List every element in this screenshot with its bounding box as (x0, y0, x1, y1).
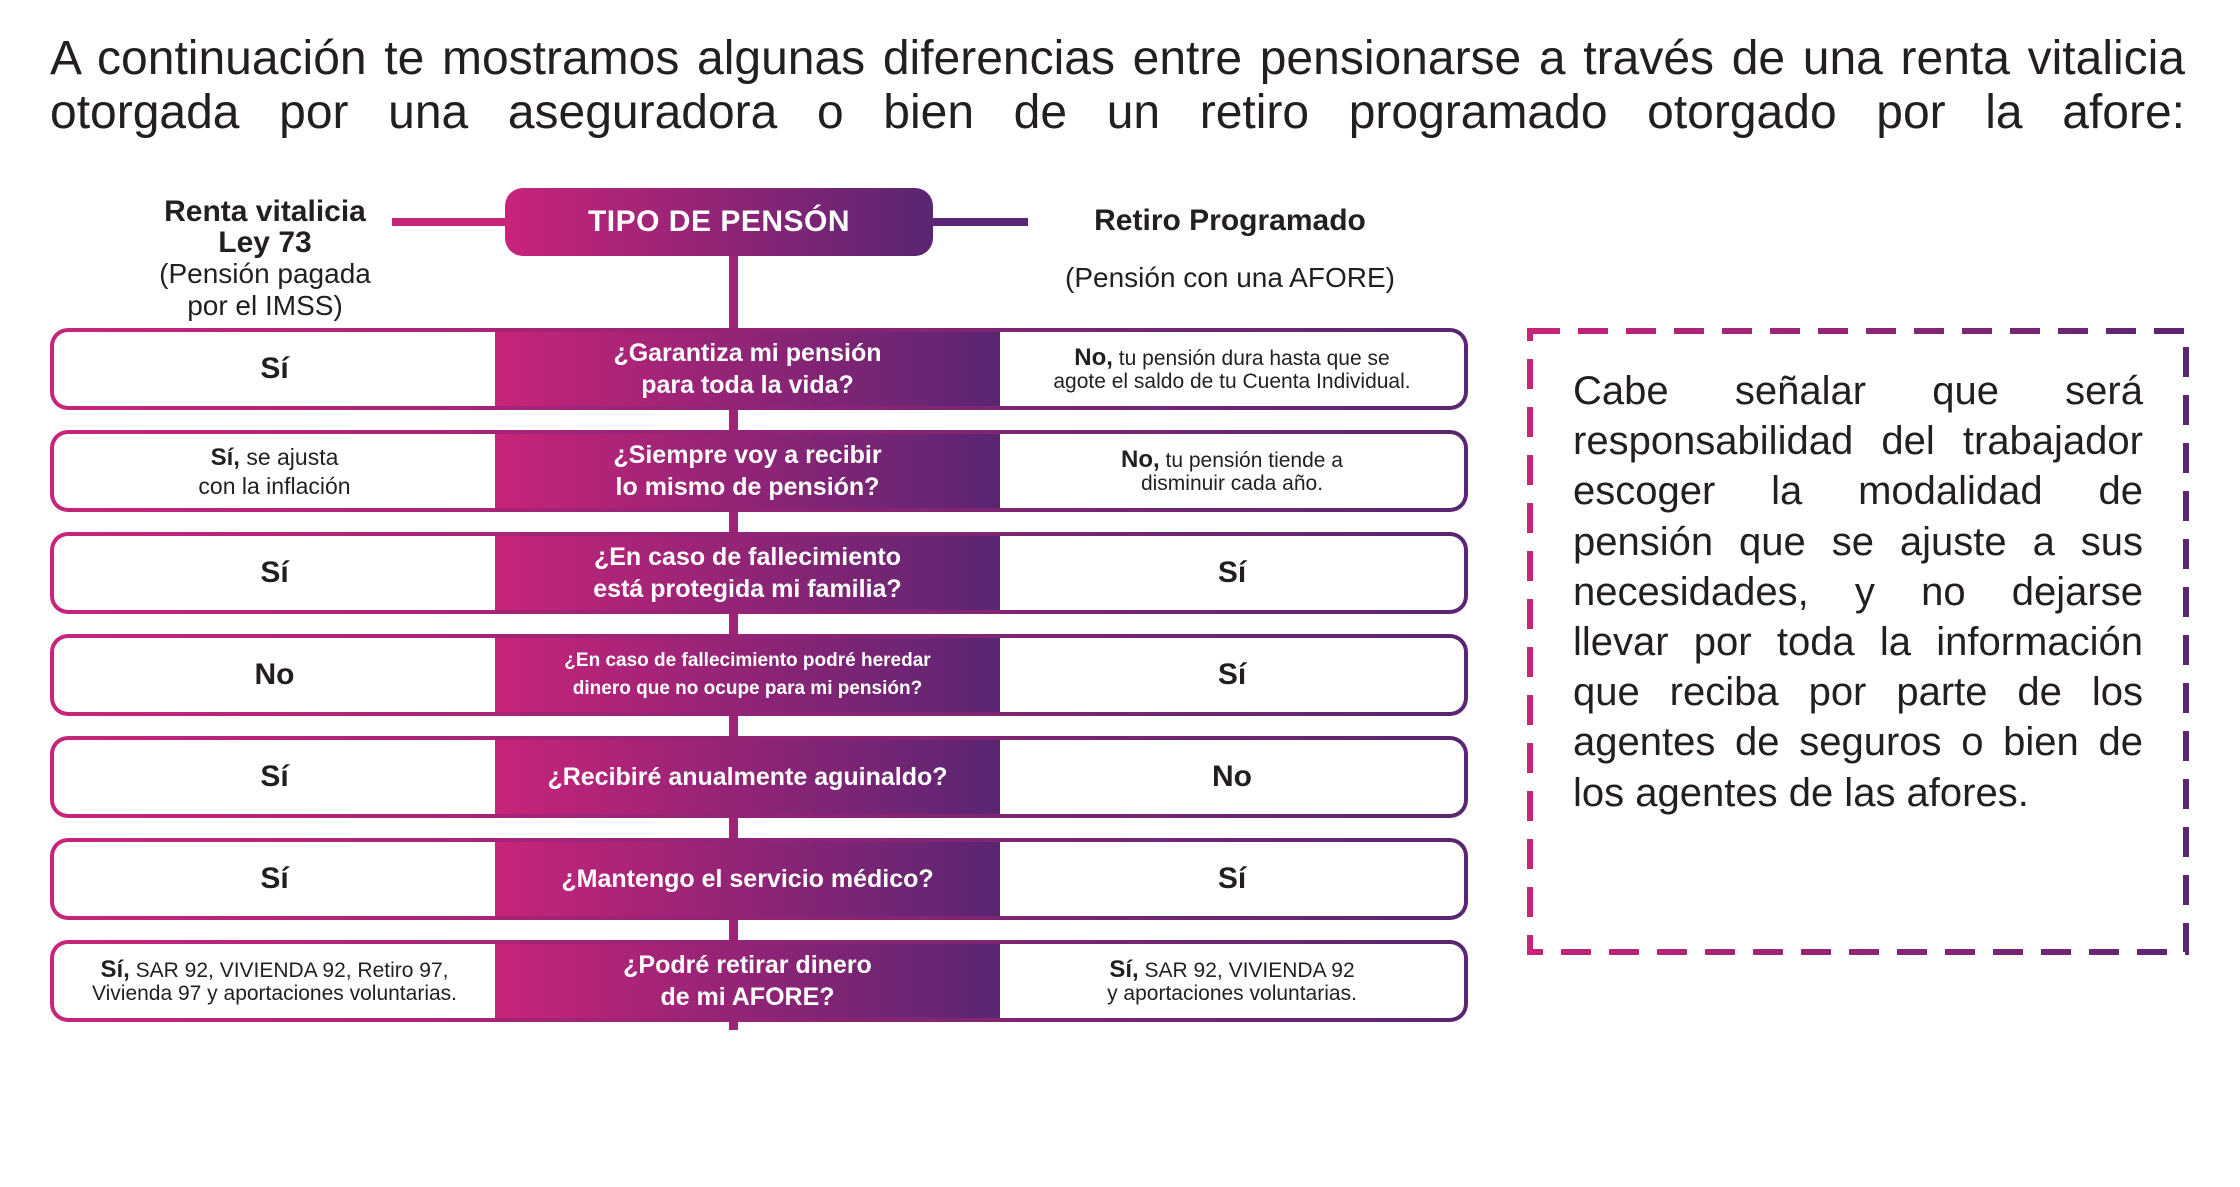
intro-text: A continuación te mostramos algunas diferencias entre pensionarse a través de una renta vitalicia otorgada por una aseguradora o bien de un retiro programado otorgado por la afore: (50, 32, 2185, 139)
question: ¿Recibiré anualmente aguinaldo? (495, 740, 1000, 814)
right-answer: No, tu pensión tiende a disminuir cada año. (1121, 445, 1343, 495)
note-text: Cabe señalar que será responsabilidad del trabajador escoger la modalidad de pensión que se ajuste a sus necesidades, y no dejarse llevar por toda la información que reciba por parte de los agentes de seguros o bien de los agentes de las afores. (1573, 369, 2143, 815)
left-title-line-1: Renta vitalicia (164, 195, 366, 228)
right-answer: No, tu pensión dura hasta que se agote el saldo de tu Cuenta Individual. (1053, 343, 1411, 393)
question: ¿Mantengo el servicio médico? (495, 842, 1000, 916)
right-column-subtitle: (Pensión con una AFORE) (1065, 262, 1395, 293)
comparison-row (50, 430, 1468, 512)
left-answer: Sí (260, 352, 289, 385)
question: ¿Siempre voy a recibir lo mismo de pensión? (495, 434, 1000, 508)
right-answer: Sí (1217, 862, 1247, 895)
comparison-row (50, 634, 1468, 716)
left-subtitle-line-1: (Pensión pagada (159, 258, 371, 289)
question: ¿En caso de fallecimiento podré heredar dinero que no ocupe para mi pensión? (495, 638, 1000, 712)
right-answer: No (1212, 760, 1252, 793)
comparison-row (50, 838, 1468, 920)
left-answer: Sí (260, 862, 289, 895)
comparison-row (50, 328, 1468, 410)
right-column-title: Retiro Programado (1094, 204, 1366, 237)
left-subtitle-line-2: por el IMSS) (187, 290, 343, 321)
left-title-line-2: Ley 73 (218, 226, 312, 259)
left-column-header (100, 196, 430, 322)
question: ¿Podré retirar dinero de mi AFORE? (495, 944, 1000, 1018)
left-answer: Sí, SAR 92, VIVIENDA 92, Retiro 97, Vivienda 97 y aportaciones voluntarias. (91, 955, 457, 1005)
left-answer: No (254, 658, 295, 691)
comparison-row (50, 532, 1468, 614)
note-box (1527, 328, 2189, 955)
comparison-row (50, 736, 1468, 818)
left-answer: Sí, se ajusta con la inflación (198, 443, 351, 499)
right-answer: Sí, SAR 92, VIVIENDA 92 y aportaciones voluntarias. (1107, 955, 1357, 1005)
left-answer: Sí (260, 556, 289, 589)
right-answer: Sí (1217, 556, 1247, 589)
left-answer: Sí (260, 760, 289, 793)
right-answer: Sí (1217, 658, 1247, 691)
pension-type-header: TIPO DE PENSÓN (505, 188, 933, 256)
question: ¿Garantiza mi pensión para toda la vida? (495, 332, 1000, 406)
question: ¿En caso de fallecimiento está protegida mi familia? (495, 536, 1000, 610)
comparison-row (50, 940, 1468, 1022)
